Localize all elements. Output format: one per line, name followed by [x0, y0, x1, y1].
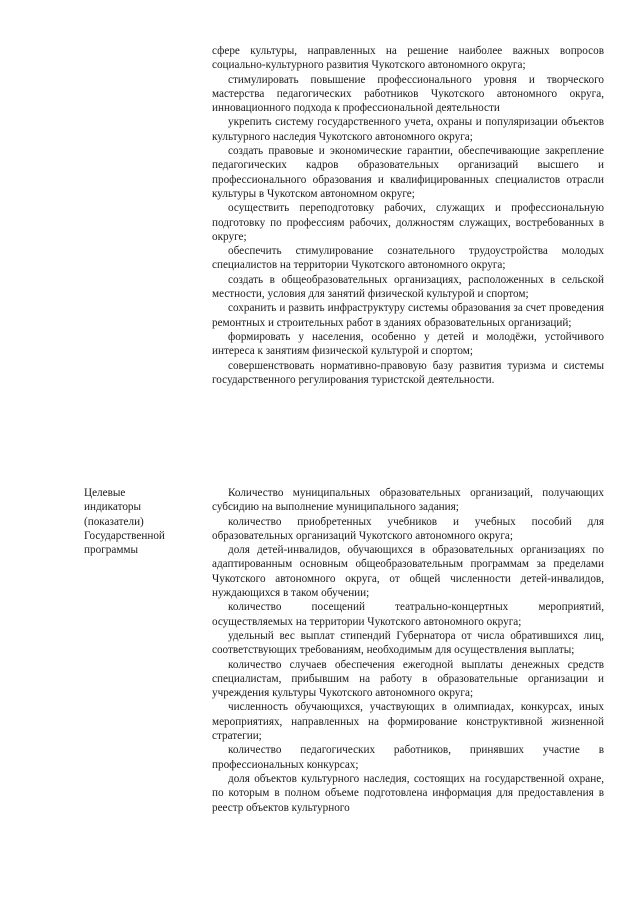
indicator-paragraph-3: доля детей-инвалидов, обучающихся в образовательных организациях по адаптированным основным общеобразовательным программам за пределами Чукотского автономного округа, от общей численности детей-инвалидов, нуждающихся в таком обучении;: [212, 544, 604, 600]
indicator-paragraph-8: количество педагогических работников, принявших участие в профессиональных конкурсах;: [212, 744, 604, 771]
indicators-label-line-2: индикаторы: [84, 501, 142, 514]
indicators-label-line-1: Целевые: [84, 487, 126, 499]
indicator-paragraph-2: количество приобретенных учебников и учебных пособий для образовательных организаций Чукотского автономного округа;: [212, 515, 604, 542]
indicators-content-column: [212, 486, 604, 815]
indicators-label-line-5: программы: [84, 544, 138, 557]
goal-paragraph-9: формировать у населения, особенно у детей и молодёжи, устойчивого интереса к занятиям физической культурой и спортом;: [212, 330, 604, 358]
indicator-paragraph-7: численность обучающихся, участвующих в олимпиадах, конкурсах, иных мероприятиях, направленных на формирование конструктивной жизненной стратегии;: [212, 701, 604, 743]
indicators-label-line-4: Государственной: [84, 529, 165, 542]
goal-paragraph-6: обеспечить стимулирование сознательного трудоустройства молодых специалистов на территории Чукотского автономного округа;: [212, 245, 604, 272]
indicator-paragraph-9: доля объектов культурного наследия, состоящих на государственной охране, по которым в полном объеме подготовлена информация для предоставления в реестр объектов культурного: [212, 772, 604, 814]
goal-paragraph-1: сфере культуры, направленных на решение наиболее важных вопросов социально-культурного развития Чукотского автономного округа;: [212, 45, 604, 72]
goals-continuation-column: [212, 44, 604, 387]
goal-paragraph-4: создать правовые и экономические гарантии, обеспечивающие закрепление педагогических кадров образовательных организаций высшего и профессионального образования и квалифицированных специалистов отрасли культуры в Чукотском автономном округе;: [212, 145, 604, 200]
indicator-paragraph-5: удельный вес выплат стипендий Губернатора от числа обратившихся лиц, соответствующих требованиям, необходимым для осуществления выплаты;: [212, 629, 604, 657]
indicators-label-line-3: (показатели): [84, 515, 144, 528]
goal-paragraph-7: создать в общеобразовательных организациях, расположенных в сельской местности, условия для занятий физической культурой и спортом;: [212, 273, 604, 301]
goal-paragraph-3: укрепить систему государственного учета, охраны и популяризации объектов культурного наследия Чукотского автономного округа;: [212, 116, 604, 143]
goal-paragraph-2: стимулировать повышение профессионального уровня и творческого мастерства педагогических работников Чукотского автономного округа, инновационного подхода к профессиональной деятельности: [212, 73, 604, 115]
indicator-paragraph-6: количество случаев обеспечения ежегодной выплаты денежных средств специалистам, прибывшим на работу в образовательные организации и учреждения культуры Чукотского автономного округа;: [212, 658, 604, 700]
goal-paragraph-5: осуществить переподготовку рабочих, служащих и профессиональную подготовку по профессиям рабочих, должностям служащих, востребованных в округе;: [212, 202, 604, 243]
indicator-paragraph-1: Количество муниципальных образовательных организаций, получающих субсидию на выполнение муниципального задания;: [212, 487, 604, 514]
goal-paragraph-10: совершенствовать нормативно-правовую базу развития туризма и системы государственного регулирования туристской деятельности.: [212, 359, 604, 386]
indicators-label-cell: [84, 486, 194, 557]
indicator-paragraph-4: количество посещений театрально-концертных мероприятий, осуществляемых на территории Чукотского автономного округа;: [212, 601, 604, 628]
goal-paragraph-8: сохранить и развить инфраструктуру системы образования за счет проведения ремонтных и строительных работ в зданиях образовательных организаций;: [212, 302, 604, 329]
